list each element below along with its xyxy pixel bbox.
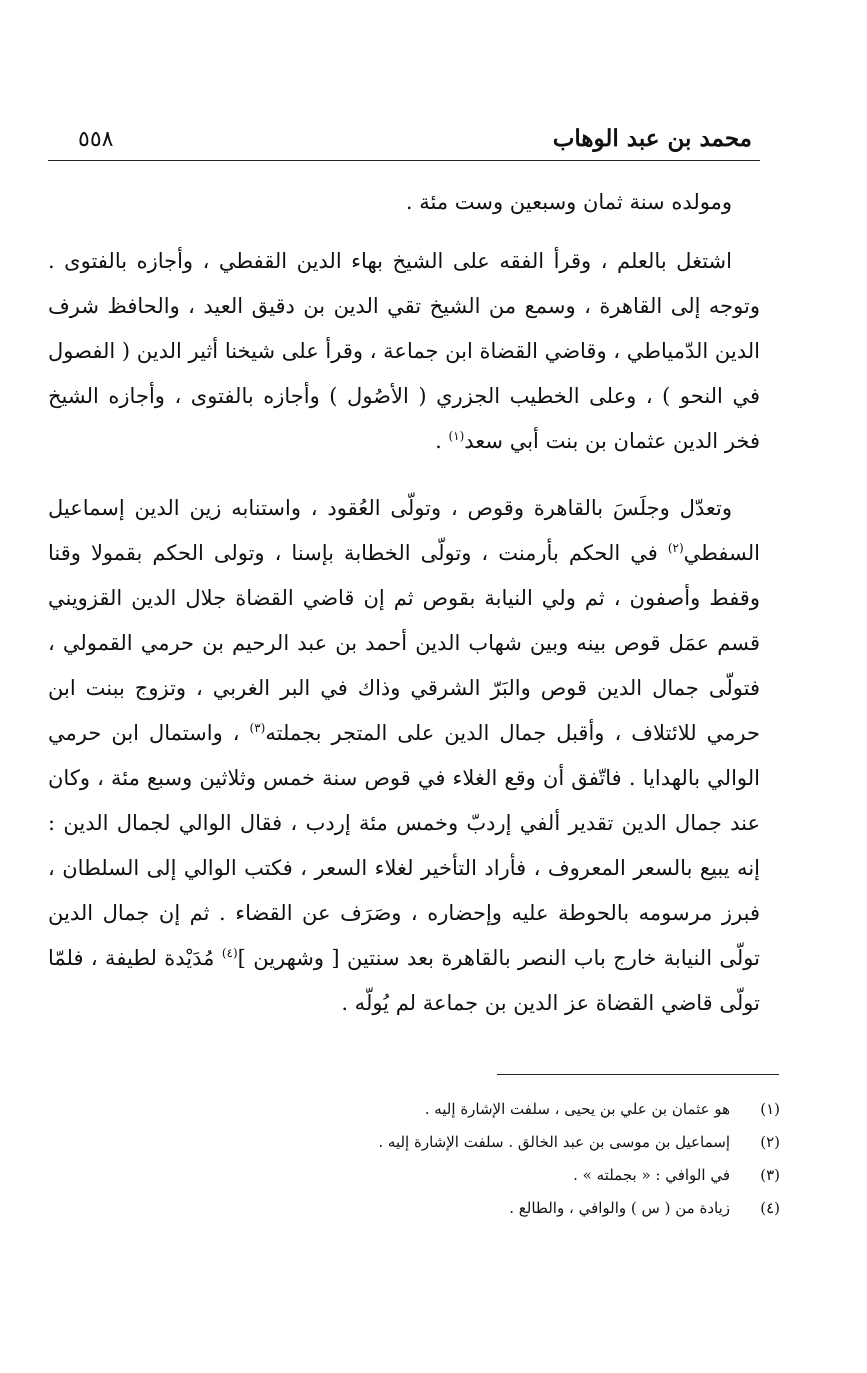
footnote-ref-4: (٤) — [221, 946, 238, 960]
running-title: محمد بن عبد الوهاب — [552, 125, 752, 152]
footnote-text: زيادة من ( س ) والوافي ، والطالع . — [509, 1198, 730, 1217]
footnote-ref-3: (٣) — [249, 721, 266, 735]
footnote-number: (١) — [760, 1099, 780, 1118]
footnote-number: (٤) — [760, 1198, 780, 1217]
header-rule — [48, 160, 760, 161]
page-header — [48, 125, 760, 159]
footnote — [300, 1092, 780, 1125]
footnote-text: في الوافي : « بجملته » . — [573, 1165, 730, 1184]
footnote-text: هو عثمان بن علي بن يحيى ، سلفت الإشارة إليه . — [424, 1099, 730, 1118]
footnote — [300, 1125, 780, 1158]
paragraph-study: اشتغل بالعلم ، وقرأ الفقه على الشيخ بهاء الدين القفطي ، وأجازه بالفتوى . وتوجه إلى القاهرة ، وسمع من الشيخ تقي الدين بن دقيق العيد ، والحافظ شرف الدين الدّمياطي ، وقاضي القضاة ابن جماعة ، وقرأ على شيخنا أثير الدين ( الفصول في النحو ) ، وعلى الخطيب الجزري ( الأصُول ) وأجازه بالفتوى ، وأجازه الشيخ فخر الدين عثمان بن بنت أبي سعد$^{(١)}$ . — [48, 249, 760, 453]
body-text — [48, 180, 760, 1026]
footnote-ref-1: (١) — [448, 429, 465, 443]
paragraph-birth: ومولده سنة ثمان وسبعين وست مئة . — [405, 190, 732, 214]
page-number: ٥٥٨ — [78, 127, 114, 152]
footnotes — [300, 1092, 780, 1224]
footnote-ref-2: (٢) — [667, 541, 684, 555]
footnote — [300, 1191, 780, 1224]
footnote-text: إسماعيل بن موسى بن عبد الخالق . سلفت الإشارة إليه . — [378, 1132, 730, 1151]
paragraph-career: وتعدّل وجلَسَ بالقاهرة وقوص ، وتولّى العُقود ، واستنابه زين الدين إسماعيل السفطي$^{(٢)}$ في الحكم بأرمنت ، وتولّى الخطابة بإسنا ، وتولى الحكم بقمولا وقنا وقفط وأصفون ، ثم ولي النيابة بقوص ثم إن قاضي القضاة جلال الدين القزويني قسم عمَل قوص بينه وبين شهاب الدين أحمد بن عبد الرحيم بن حرمي القمولي ، فتولّى جمال الدين قوص والبَرّ الشرقي وذاك في البر الغربي ، وتزوج ببنت ابن حرمي للائتلاف ، وأقبل جمال الدين على المتجر بجملته$^{(٣)}$ ، واستمال ابن حرمي الوالي بالهدايا . فاتّفق أن وقع الغلاء في قوص سنة خمس وثلاثين وسبع مئة ، وكان عند جمال الدين تقدير ألفي إردبّ وخمس مئة إردب ، فقال الوالي لجمال الدين : إنه يبيع بالسعر المعروف ، فأراد التأخير لغلاء السعر ، فكتب الوالي إلى السلطان ، فبرز مرسومه بالحوطة عليه وإحضاره ، وصَرَف عن القضاء . ثم إن جمال الدين تولّى النيابة خارج باب النصر بالقاهرة بعد سنتين [ وشهرين ]$^{(٤)}$ مُدَيْدة لطيفة ، فلمّا تولّى قاضي القضاة عز الدين بن جماعة لم يُولّه . — [48, 496, 761, 1015]
footnote — [300, 1158, 780, 1191]
footnote-separator — [497, 1074, 779, 1075]
footnote-number: (٣) — [760, 1165, 780, 1184]
footnote-number: (٢) — [760, 1132, 780, 1151]
